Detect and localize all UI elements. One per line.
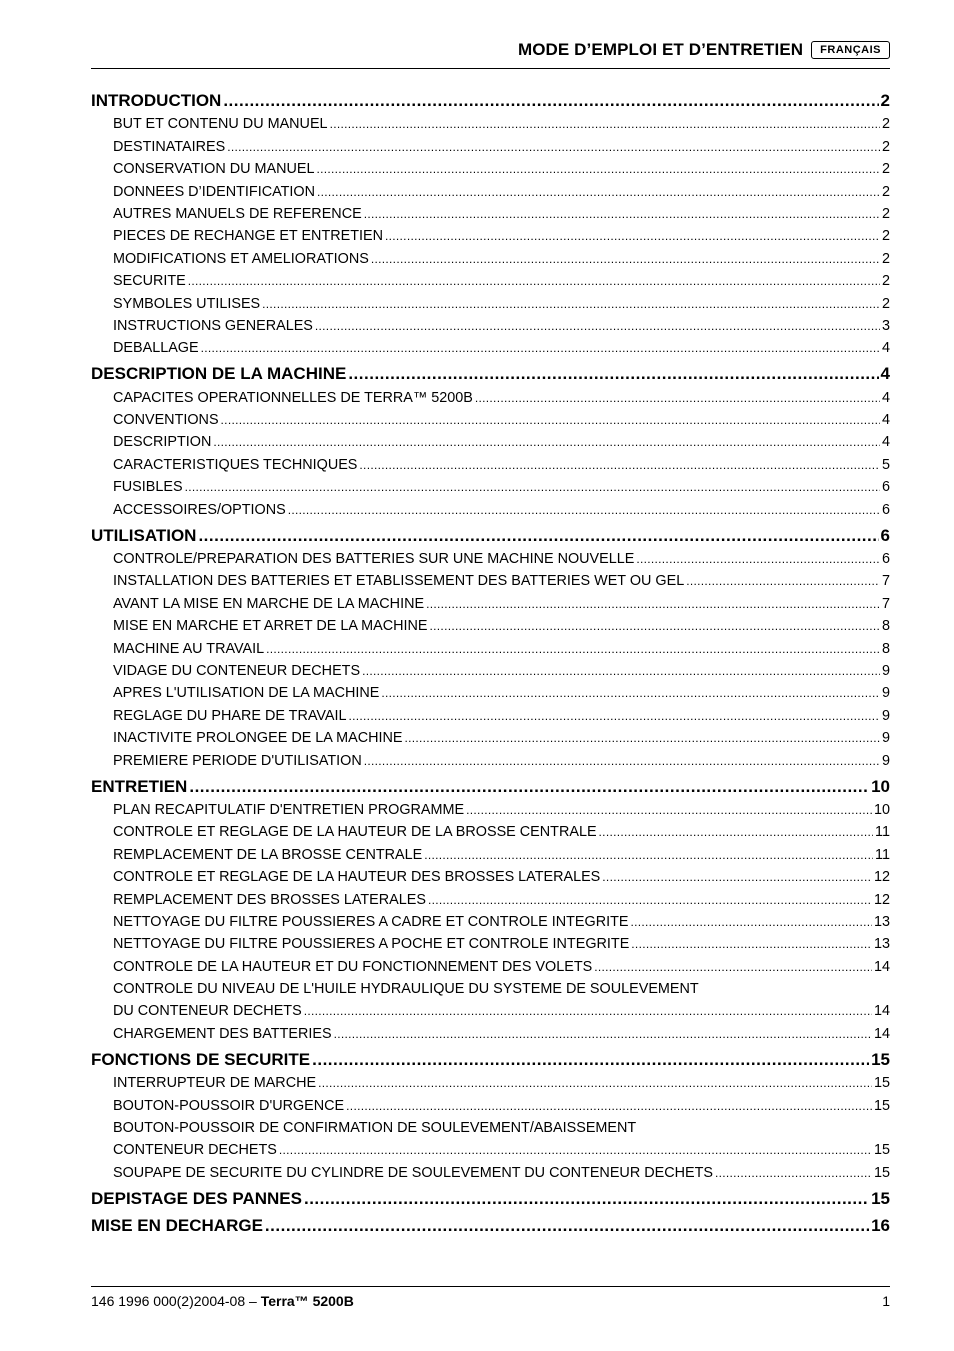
toc-entry-title: INACTIVITE PROLONGEE DE LA MACHINE [113,730,403,747]
toc-subsection-entry [91,702,890,724]
toc-leader-dots [602,869,872,886]
toc-entry-title: DESCRIPTION DE LA MACHINE [91,364,347,384]
table-of-contents [91,84,890,1236]
toc-entry-page: 15 [873,1097,890,1114]
toc-section-entry [91,1209,890,1236]
toc-entry-page: 2 [881,250,890,267]
toc-leader-dots [362,663,880,680]
toc-subsection-entry [91,953,890,975]
toc-entry-title: UTILISATION [91,525,197,545]
toc-leader-dots [330,116,880,133]
toc-entry-page: 2 [881,228,890,245]
toc-entry-title: CONSERVATION DU MANUEL [113,161,315,178]
toc-entry-title: FUSIBLES [113,479,183,496]
toc-entry-page: 6 [880,525,890,545]
toc-leader-dots [346,1098,872,1115]
toc-entry-page: 9 [881,752,890,769]
toc-entry-page: 8 [881,618,890,635]
toc-leader-dots [266,641,880,658]
toc-subsection-entry [91,313,890,335]
toc-entry-title: CONTROLE ET REGLAGE DE LA HAUTEUR DE LA BROSSE CENTRALE [113,824,597,841]
toc-entry-title: CONTENEUR DECHETS [113,1142,277,1159]
toc-entry-page: 4 [881,340,890,357]
toc-entry-title: APRES L'UTILISATION DE LA MACHINE [113,685,380,702]
toc-entry-page: 14 [873,958,890,975]
toc-leader-dots [599,824,874,841]
toc-leader-dots [385,228,880,245]
toc-subsection-entry [91,201,890,223]
toc-entry-title: SECURITE [113,273,186,290]
toc-subsection-entry [91,747,890,769]
language-badge: FRANÇAIS [811,41,890,59]
toc-subsection-entry [91,931,890,953]
toc-subsection-entry [91,658,890,680]
toc-leader-dots [265,1216,869,1236]
toc-leader-dots [185,479,880,496]
toc-leader-dots [288,502,880,519]
toc-entry-title: CONVENTIONS [113,412,219,429]
toc-entry-page: 9 [881,730,890,747]
footer-document-info [91,1293,354,1309]
toc-leader-dots [188,273,880,290]
toc-leader-dots [189,777,869,797]
toc-leader-dots [201,340,880,357]
toc-entry-page: 10 [871,776,890,796]
toc-entry-page: 15 [871,1188,890,1208]
toc-entry-page: 2 [881,273,890,290]
toc-leader-dots [466,802,872,819]
toc-section-entry [91,1182,890,1209]
toc-subsection-entry [91,976,890,998]
toc-entry-title: INTRODUCTION [91,91,222,110]
toc-entry-title: FONCTIONS DE SECURITE [91,1049,311,1069]
toc-entry-title: INSTALLATION DES BATTERIES ET ETABLISSEMENT DES BATTERIES WET OU GEL [113,573,685,590]
toc-section-entry [91,84,890,111]
toc-entry-page: 13 [873,936,890,953]
toc-entry-title: DEBALLAGE [113,340,199,357]
toc-leader-dots [227,139,880,156]
toc-subsection-entry [91,1070,890,1092]
toc-subsection-entry [91,268,890,290]
toc-leader-dots [334,1026,872,1043]
toc-subsection-entry [91,864,890,886]
toc-subsection-entry [91,635,890,657]
toc-entry-title: INSTRUCTIONS GENERALES [113,317,313,334]
toc-entry-title: AVANT LA MISE EN MARCHE DE LA MACHINE [113,595,425,612]
toc-subsection-entry [91,998,890,1020]
toc-entry-title: BUT ET CONTENU DU MANUEL [113,116,328,133]
toc-entry-page: 9 [881,662,890,679]
toc-entry-page: 4 [881,389,890,406]
toc-entry-page: 14 [873,1003,890,1020]
toc-subsection-entry [91,290,890,312]
toc-subsection-entry [91,725,890,747]
toc-entry-title: CONTROLE/PREPARATION DES BATTERIES SUR UNE MACHINE NOUVELLE [113,551,635,568]
toc-entry-page: 12 [873,891,890,908]
toc-entry-page: 15 [873,1075,890,1092]
toc-entry-title: INTERRUPTEUR DE MARCHE [113,1075,317,1092]
toc-leader-dots [364,753,880,770]
toc-entry-title: ENTRETIEN [91,776,188,796]
toc-entry-title: AUTRES MANUELS DE REFERENCE [113,205,362,222]
toc-leader-dots [317,161,880,178]
toc-entry-title: ACCESSOIRES/OPTIONS [113,501,286,518]
toc-entry-page: 9 [881,685,890,702]
toc-subsection-entry [91,819,890,841]
toc-leader-dots [424,847,873,864]
toc-entry-page: 4 [880,364,890,384]
toc-subsection-entry [91,451,890,473]
toc-subsection-entry [91,797,890,819]
toc-entry-title: SYMBOLES UTILISES [113,295,261,312]
toc-entry-title: NETTOYAGE DU FILTRE POUSSIERES A POCHE ET CONTROLE INTEGRITE [113,936,630,953]
toc-subsection-entry [91,111,890,133]
toc-leader-dots [348,364,878,384]
toc-entry-page: 6 [881,479,890,496]
toc-leader-dots [315,318,880,335]
toc-subsection-entry [91,613,890,635]
toc-section-entry [91,357,890,384]
toc-subsection-entry [91,223,890,245]
toc-entry-page: 2 [881,295,890,312]
toc-leader-dots [631,914,872,931]
toc-leader-dots [428,892,872,909]
toc-entry-page: 11 [875,846,890,863]
toc-leader-dots [636,551,880,568]
toc-leader-dots [364,206,880,223]
toc-entry-title: REGLAGE DU PHARE DE TRAVAIL [113,707,347,724]
toc-entry-title: PIECES DE RECHANGE ET ENTRETIEN [113,228,384,245]
toc-leader-dots [359,457,880,474]
product-name: Terra™ 5200B [260,1293,354,1309]
toc-entry-page: 6 [881,551,890,568]
toc-entry-page: 14 [873,1025,890,1042]
toc-entry-title: MISE EN MARCHE ET ARRET DE LA MACHINE [113,618,428,635]
toc-subsection-entry [91,1159,890,1181]
toc-leader-dots [213,434,880,451]
toc-entry-title: DESTINATAIRES [113,138,226,155]
toc-leader-dots [686,573,880,590]
toc-entry-page: 7 [881,573,890,590]
toc-entry-title: CONTROLE DU NIVEAU DE L'HUILE HYDRAULIQUE DU SYSTEME DE SOULEVEMENT [113,981,699,998]
toc-leader-dots [279,1142,872,1159]
toc-subsection-entry [91,841,890,863]
toc-leader-dots [304,1003,872,1020]
toc-entry-title: SOUPAPE DE SECURITE DU CYLINDRE DE SOULEVEMENT DU CONTENEUR DECHETS [113,1164,713,1181]
toc-entry-page: 16 [871,1215,890,1235]
toc-subsection-entry [91,178,890,200]
toc-entry-page: 15 [871,1049,890,1069]
toc-subsection-entry [91,1115,890,1137]
toc-entry-title: CAPACITES OPERATIONNELLES DE TERRA™ 5200B [113,389,473,406]
toc-leader-dots [304,1189,869,1209]
toc-leader-dots [349,708,880,725]
manual-title: MODE D’EMPLOI ET D’ENTRETIEN [517,40,804,59]
toc-entry-page: 15 [873,1142,890,1159]
toc-leader-dots [198,526,878,546]
toc-entry-page: 2 [881,161,890,178]
toc-entry-title: MACHINE AU TRAVAIL [113,640,265,657]
toc-entry-page: 12 [873,869,890,886]
toc-entry-title: BOUTON-POUSSOIR DE CONFIRMATION DE SOULEVEMENT/ABAISSEMENT [113,1120,637,1137]
toc-entry-page: 10 [873,801,890,818]
toc-subsection-entry [91,909,890,931]
page-number: 1 [882,1293,890,1309]
toc-subsection-entry [91,496,890,518]
toc-entry-page: 7 [881,595,890,612]
toc-leader-dots [221,412,880,429]
toc-section-entry [91,1043,890,1070]
toc-entry-title: CHARGEMENT DES BATTERIES [113,1025,332,1042]
document-code: 146 1996 000(2)2004-08 – [91,1293,257,1309]
toc-subsection-entry [91,1137,890,1159]
toc-entry-title: DU CONTENEUR DECHETS [113,1003,302,1020]
toc-leader-dots [594,959,872,976]
toc-entry-title: PREMIERE PERIODE D'UTILISATION [113,752,362,769]
toc-entry-title: REMPLACEMENT DE LA BROSSE CENTRALE [113,846,423,863]
toc-entry-page: 6 [881,501,890,518]
toc-entry-title: MISE EN DECHARGE [91,1215,263,1235]
toc-leader-dots [317,184,880,201]
toc-entry-title: NETTOYAGE DU FILTRE POUSSIERES A CADRE ET CONTROLE INTEGRITE [113,913,629,930]
toc-entry-page: 8 [881,640,890,657]
toc-leader-dots [312,1050,869,1070]
toc-leader-dots [371,251,880,268]
header-title-group [518,40,890,60]
toc-entry-title: DEPISTAGE DES PANNES [91,1188,302,1208]
toc-subsection-entry [91,568,890,590]
toc-entry-title: REMPLACEMENT DES BROSSES LATERALES [113,891,426,908]
toc-entry-page: 15 [873,1164,890,1181]
toc-entry-title: PLAN RECAPITULATIF D'ENTRETIEN PROGRAMME [113,801,465,818]
page-header [91,38,890,69]
toc-entry-page: 9 [881,707,890,724]
toc-subsection-entry [91,1020,890,1042]
toc-subsection-entry [91,429,890,451]
toc-entry-title: CONTROLE ET REGLAGE DE LA HAUTEUR DES BROSSES LATERALES [113,869,601,886]
toc-entry-title: CONTROLE DE LA HAUTEUR ET DU FONCTIONNEMENT DES VOLETS [113,958,593,975]
toc-leader-dots [475,390,880,407]
toc-leader-dots [715,1165,872,1182]
toc-subsection-entry [91,546,890,568]
toc-subsection-entry [91,590,890,612]
toc-entry-page: 2 [880,91,890,110]
toc-subsection-entry [91,680,890,702]
toc-entry-page: 2 [881,183,890,200]
toc-leader-dots [262,296,880,313]
toc-entry-title: VIDAGE DU CONTENEUR DECHETS [113,662,361,679]
toc-entry-page: 2 [881,138,890,155]
toc-entry-title: DESCRIPTION [113,434,212,451]
toc-subsection-entry [91,886,890,908]
toc-subsection-entry [91,474,890,496]
toc-leader-dots [426,596,880,613]
toc-entry-title: DONNEES D’IDENTIFICATION [113,183,316,200]
toc-entry-page: 4 [881,434,890,451]
toc-entry-title: BOUTON-POUSSOIR D'URGENCE [113,1097,345,1114]
toc-leader-dots [381,685,880,702]
toc-entry-page: 11 [875,824,890,841]
toc-section-entry [91,770,890,797]
toc-leader-dots [631,936,872,953]
toc-entry-page: 4 [881,412,890,429]
toc-entry-page: 5 [881,456,890,473]
toc-leader-dots [318,1075,872,1092]
toc-entry-title: MODIFICATIONS ET AMELIORATIONS [113,250,369,267]
toc-entry-title: CARACTERISTIQUES TECHNIQUES [113,456,358,473]
toc-entry-page: 2 [881,116,890,133]
toc-subsection-entry [91,1092,890,1114]
toc-entry-page: 3 [881,317,890,334]
toc-leader-dots [404,730,880,747]
toc-leader-dots [430,618,880,635]
toc-subsection-entry [91,245,890,267]
toc-section-entry [91,519,890,546]
toc-entry-page: 13 [873,913,890,930]
toc-subsection-entry [91,335,890,357]
page-footer [91,1286,890,1309]
toc-subsection-entry [91,384,890,406]
toc-entry-page: 2 [881,205,890,222]
toc-subsection-entry [91,156,890,178]
toc-subsection-entry [91,133,890,155]
toc-leader-dots [223,91,878,111]
toc-subsection-entry [91,407,890,429]
